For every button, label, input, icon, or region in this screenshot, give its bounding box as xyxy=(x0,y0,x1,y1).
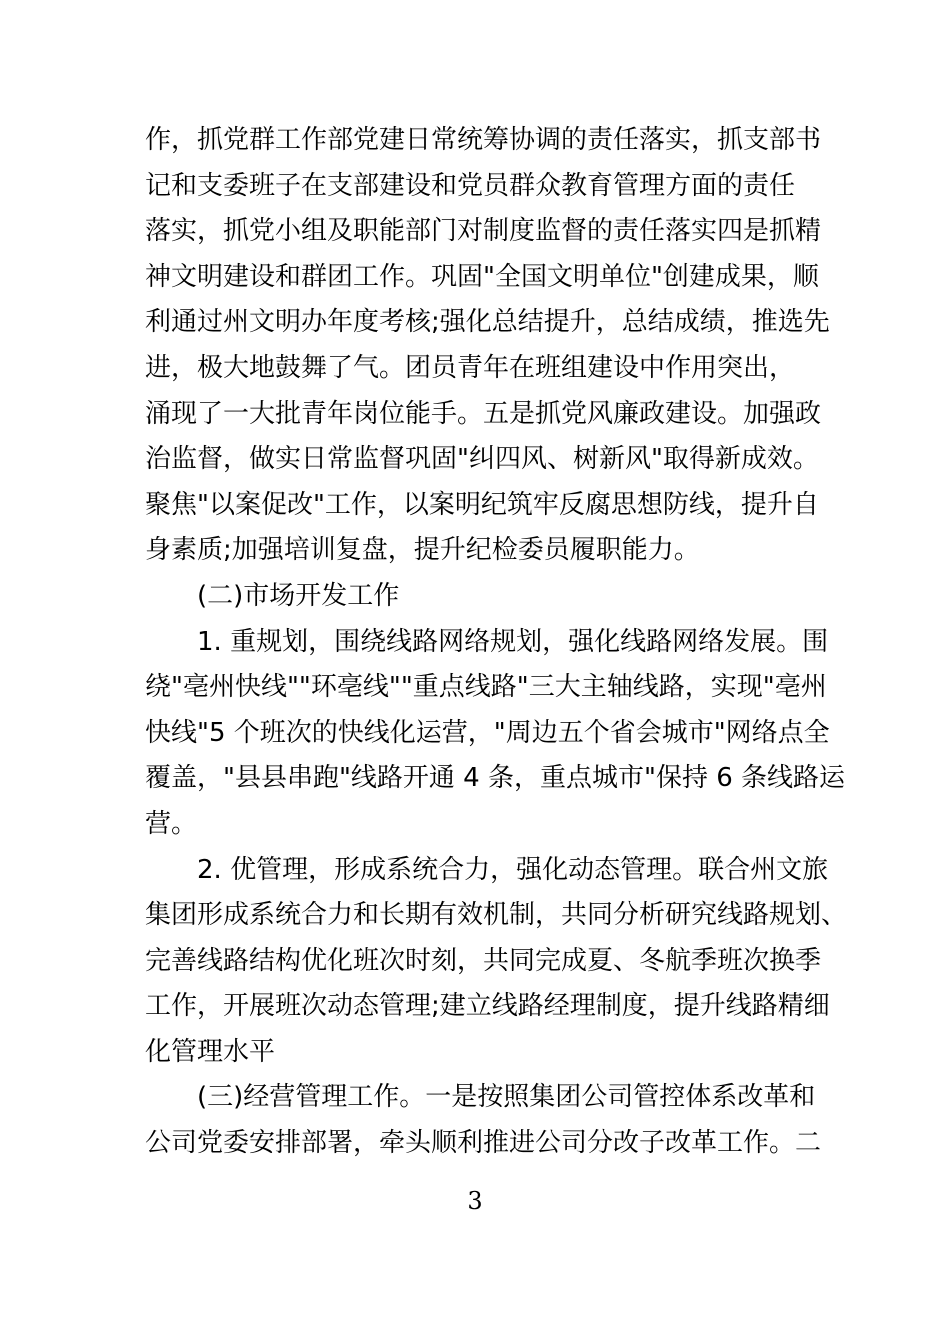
text-line: 涌现了一大批青年岗位能手。五是抓党风廉政建设。加强政 xyxy=(145,398,822,429)
text-line: 化管理水平 xyxy=(145,1036,276,1067)
text-line: 公司党委安排部署，牵头顺利推进公司分改子改革工作。二 xyxy=(145,1128,822,1159)
text-line: 营。 xyxy=(145,808,198,839)
text-line: 覆盖，"县县串跑"线路开通 4 条，重点城市"保持 6 条线路运 xyxy=(145,763,846,794)
section-heading: (二)市场开发工作 xyxy=(197,580,400,611)
text-line: 完善线路结构优化班次时刻，共同完成夏、冬航季班次换季 xyxy=(145,945,822,976)
text-line: 进，极大地鼓舞了气。团员青年在班组建设中作用突出， xyxy=(145,352,796,383)
text-line: 集团形成系统合力和长期有效机制，共同分析研究线路规划、 xyxy=(145,900,848,931)
text-line: 神文明建设和群团工作。巩固"全国文明单位"创建成果，顺 xyxy=(145,261,819,292)
text-line: 聚焦"以案促改"工作，以案明纪筑牢反腐思想防线，提升自 xyxy=(145,489,819,520)
text-line: 作，抓党群工作部党建日常统筹协调的责任落实，抓支部书 xyxy=(145,125,822,155)
text-line: 2. 优管理，形成系统合力，强化动态管理。联合州文旅 xyxy=(197,854,829,885)
text-line: 身素质;加强培训复盘，提升纪检委员履职能力。 xyxy=(145,535,700,566)
section-heading: (三)经营管理工作。一是按照集团公司管控体系改革和 xyxy=(197,1082,816,1113)
page-number: 3 xyxy=(467,1187,483,1215)
text-line: 治监督，做实日常监督巩固"纠四风、树新风"取得新成效。 xyxy=(145,444,819,475)
text-line: 记和支委班子在支部建设和党员群众教育管理方面的责任 xyxy=(145,170,796,201)
text-line: 快线"5 个班次的快线化运营，"周边五个省会城市"网络点全 xyxy=(145,717,830,748)
text-line: 落实，抓党小组及职能部门对制度监督的责任落实四是抓精 xyxy=(145,216,822,247)
text-line: 绕"亳州快线""环亳线""重点线路"三大主轴线路，实现"亳州 xyxy=(145,672,827,703)
text-line: 利通过州文明办年度考核;强化总结提升，总结成绩，推选先 xyxy=(145,307,830,338)
body-text xyxy=(145,118,848,1167)
text-line: 工作，开展班次动态管理;建立线路经理制度，提升线路精细 xyxy=(145,991,830,1022)
text-line: 1. 重规划，围绕线路网络规划，强化线路网络发展。围 xyxy=(197,626,829,657)
